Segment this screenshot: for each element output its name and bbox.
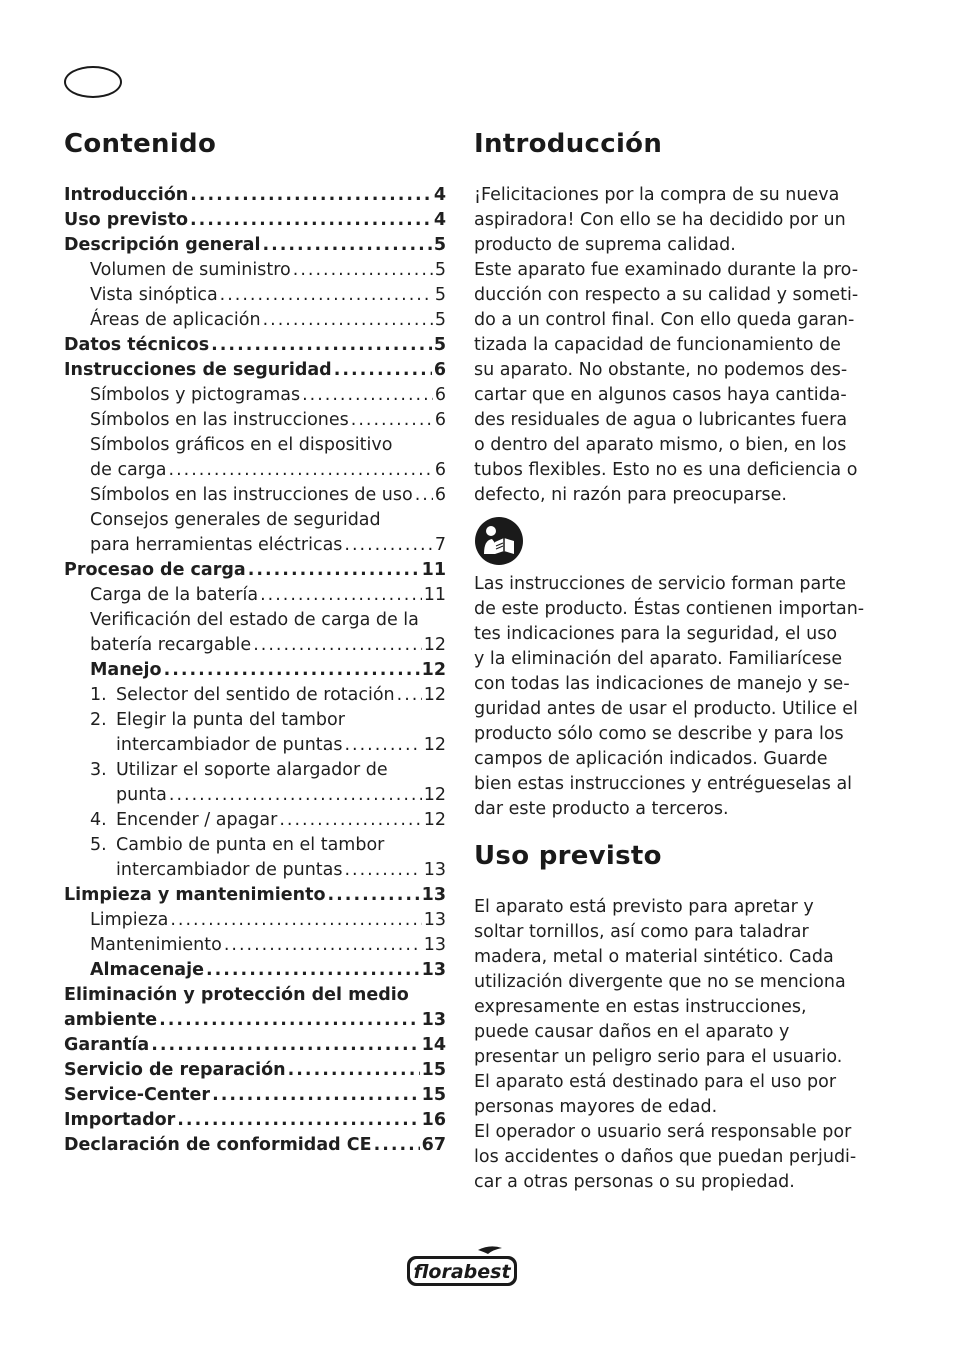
toc-entry: [64, 508, 446, 533]
toc-entry-page: 5: [434, 260, 446, 280]
toc-entry-label: [64, 983, 409, 1008]
toc-entry: [64, 933, 446, 958]
toc-leader-dots: [397, 683, 422, 708]
toc-entry-label: [90, 683, 395, 708]
toc-entry-label: [90, 383, 300, 408]
toc-entry: [64, 608, 446, 633]
toc-entry-label: [64, 1133, 372, 1158]
text-line: tes indicaciones para la seguridad, el uso: [474, 624, 838, 644]
toc-entry-label: [90, 583, 258, 608]
toc-entry-page: 13: [421, 1010, 446, 1030]
toc-entry-label: [90, 408, 349, 433]
toc-entry-page: 6: [434, 410, 446, 430]
toc-entry-number: 2.: [90, 710, 107, 730]
text-line: El operador o usuario será responsable por: [474, 1122, 852, 1142]
toc-entry-text: de carga: [90, 460, 167, 480]
toc-title: Contenido: [64, 129, 217, 159]
toc-entry-page: 15: [421, 1085, 446, 1105]
toc-entry-label: [90, 508, 381, 533]
toc-entry-text: Service-Center: [64, 1085, 211, 1105]
toc-entry-label: [90, 608, 419, 633]
toc-leader-dots: [263, 308, 433, 333]
uso-title: Uso previsto: [474, 841, 662, 871]
toc-entry-text: Descripción general: [64, 235, 261, 255]
toc-entry-text: Uso previsto: [64, 210, 188, 230]
toc-entry-page: 13: [423, 860, 446, 880]
toc-leader-dots: [170, 908, 421, 933]
toc-entry: [64, 808, 446, 833]
toc-entry-text: Utilizar el soporte alargador de: [116, 760, 388, 780]
toc-entry-text: Volumen de suministro: [90, 260, 291, 280]
toc-list: [64, 183, 446, 1158]
toc-entry-page: 6: [434, 460, 446, 480]
toc-entry-text: Consejos generales de seguridad: [90, 510, 381, 530]
toc-entry-text: Carga de la batería: [90, 585, 259, 605]
toc-entry-text: intercambiador de puntas: [116, 860, 343, 880]
toc-entry-page: 5: [433, 335, 446, 355]
toc-entry-label: [116, 733, 342, 758]
text-line: producto de suprema calidad.: [474, 235, 736, 255]
toc-entry: [64, 208, 446, 233]
text-line: do a un control final. Con ello queda garan-: [474, 310, 855, 330]
toc-entry-label: [64, 1033, 149, 1058]
text-line: ¡Felicitaciones por la compra de su nueva: [474, 185, 840, 205]
toc-entry-page: 12: [423, 685, 446, 705]
toc-entry-page: 15: [421, 1060, 446, 1080]
toc-entry-label: [116, 783, 167, 808]
toc-entry-label: [64, 233, 260, 258]
toc-entry-text: Símbolos gráficos en el dispositivo: [90, 435, 393, 455]
toc-entry-text: Manejo: [90, 660, 162, 680]
toc-column: [64, 124, 446, 1158]
text-line: con todas las indicaciones de manejo y se-: [474, 674, 850, 694]
toc-entry-text: Símbolos en las instrucciones de uso: [90, 485, 413, 505]
text-line: car a otras personas o su propiedad.: [474, 1172, 795, 1192]
toc-entry-label: [90, 458, 167, 483]
text-line: El aparato está previsto para apretar y: [474, 897, 814, 917]
toc-entry: [64, 1058, 446, 1083]
toc-entry-page: 11: [421, 560, 446, 580]
toc-entry-text: Declaración de conformidad CE: [64, 1135, 372, 1155]
toc-entry-label: [64, 333, 209, 358]
text-line: o dentro del aparato mismo, o bien, en los: [474, 435, 847, 455]
text-line: ducción con respecto a su calidad y someti-: [474, 285, 859, 305]
toc-entry-number: 3.: [90, 760, 107, 780]
toc-entry-text: para herramientas eléctricas: [90, 535, 343, 555]
toc-entry-text: intercambiador de puntas: [116, 735, 343, 755]
toc-entry-page: 12: [423, 735, 446, 755]
toc-leader-dots: [351, 408, 433, 433]
toc-leader-dots: [164, 658, 420, 683]
toc-entry: [64, 308, 446, 333]
toc-entry-label: [64, 558, 246, 583]
toc-leader-dots: [302, 383, 433, 408]
toc-leader-dots: [344, 733, 421, 758]
read-manual-icon: [474, 516, 524, 566]
toc-entry-text: Mantenimiento: [90, 935, 222, 955]
toc-entry-page: 67: [421, 1135, 446, 1155]
toc-leader-dots: [169, 783, 422, 808]
intro-paragraph-1: [474, 183, 874, 508]
toc-entry-label: [64, 1008, 157, 1033]
toc-leader-dots: [374, 1133, 420, 1158]
toc-entry: [64, 1083, 446, 1108]
toc-entry-page: 5: [434, 285, 446, 305]
toc-entry-label: [90, 908, 168, 933]
toc-entry-label: [64, 1058, 286, 1083]
toc-entry-text: Procesao de carga: [64, 560, 246, 580]
toc-entry-label: [90, 758, 388, 783]
uso-paragraph: [474, 895, 874, 1195]
text-line: bien estas instrucciones y entrégueselas al: [474, 774, 853, 794]
toc-entry-text: Limpieza: [90, 910, 169, 930]
toc-entry: [64, 283, 446, 308]
language-badge: [64, 66, 122, 98]
toc-entry: [64, 333, 446, 358]
toc-entry-page: 12: [423, 810, 446, 830]
toc-entry-label: [90, 433, 392, 458]
toc-entry-label: [90, 708, 345, 733]
toc-leader-dots: [169, 458, 433, 483]
toc-leader-dots: [344, 533, 432, 558]
toc-entry-text: Limpieza y mantenimiento: [64, 885, 326, 905]
toc-entry: [64, 358, 446, 383]
text-line: madera, metal o material sintético. Cada: [474, 947, 834, 967]
toc-entry-text: Encender / apagar: [116, 810, 278, 830]
toc-entry: [64, 758, 446, 783]
text-line: des residuales de agua o lubricantes fuera: [474, 410, 848, 430]
toc-entry-page: 13: [423, 935, 446, 955]
toc-entry: [64, 708, 446, 733]
toc-leader-dots: [206, 958, 420, 983]
toc-entry-label: [90, 533, 342, 558]
toc-entry-label: [90, 833, 384, 858]
text-line: producto sólo como se describe y para los: [474, 724, 844, 744]
toc-entry: [64, 383, 446, 408]
text-line: personas mayores de edad.: [474, 1097, 718, 1117]
toc-entry-page: 6: [434, 485, 446, 505]
toc-entry-page: 16: [421, 1110, 446, 1130]
toc-entry-page: 6: [434, 385, 446, 405]
toc-leader-dots: [334, 358, 432, 383]
toc-entry-label: [90, 633, 251, 658]
toc-entry-label: [116, 858, 342, 883]
toc-entry-label: [90, 308, 261, 333]
toc-entry-page: 12: [423, 785, 446, 805]
text-line: guridad antes de usar el producto. Utilice el: [474, 699, 858, 719]
toc-entry: [64, 433, 446, 458]
text-line: dar este producto a terceros.: [474, 799, 729, 819]
toc-entry-page: 12: [421, 660, 446, 680]
toc-entry: [64, 233, 446, 258]
toc-entry-text: Elegir la punta del tambor: [116, 710, 345, 730]
toc-entry-number: 5.: [90, 835, 107, 855]
text-line: y la eliminación del aparato. Familiarícese: [474, 649, 843, 669]
toc-entry-label: [90, 658, 162, 683]
toc-entry-page: 4: [433, 210, 446, 230]
text-line: tizada la capacidad de funcionamiento de: [474, 335, 841, 355]
toc-entry-text: Introducción: [64, 185, 189, 205]
toc-leader-dots: [262, 233, 431, 258]
toc-entry-label: [90, 483, 413, 508]
toc-entry: [64, 558, 446, 583]
toc-entry: [64, 783, 446, 808]
toc-entry-label: [64, 1108, 175, 1133]
toc-entry: [64, 733, 446, 758]
toc-entry-text: Almacenaje: [90, 960, 204, 980]
text-line: puede causar daños en el aparato y: [474, 1022, 790, 1042]
toc-entry: [64, 833, 446, 858]
toc-entry-label: [64, 358, 332, 383]
toc-entry: [64, 483, 446, 508]
text-line: campos de aplicación indicados. Guarde: [474, 749, 828, 769]
toc-entry-number: 1.: [90, 685, 107, 705]
toc-entry-page: 6: [433, 360, 446, 380]
toc-entry: [64, 908, 446, 933]
toc-entry-text: Selector del sentido de rotación: [116, 685, 395, 705]
toc-entry-page: 13: [421, 960, 446, 980]
toc-entry: [64, 458, 446, 483]
toc-leader-dots: [224, 933, 422, 958]
text-line: de este producto. Éstas contienen importan-: [474, 599, 865, 619]
toc-entry: [64, 583, 446, 608]
toc-entry-text: Vista sinóptica: [90, 285, 218, 305]
toc-leader-dots: [279, 808, 421, 833]
toc-entry-text: Símbolos en las instrucciones: [90, 410, 349, 430]
toc-leader-dots: [177, 1108, 419, 1133]
text-line: aspiradora! Con ello se ha decidido por un: [474, 210, 846, 230]
toc-entry: [64, 1133, 446, 1158]
text-line: cartar que en algunos casos haya cantida-: [474, 385, 847, 405]
toc-entry-number: 4.: [90, 810, 107, 830]
toc-entry-page: 13: [423, 910, 446, 930]
toc-entry-text: Áreas de aplicación: [90, 310, 261, 330]
toc-entry: [64, 1033, 446, 1058]
toc-leader-dots: [415, 483, 433, 508]
toc-entry: [64, 183, 446, 208]
toc-entry-text: Verificación del estado de carga de la: [90, 610, 419, 630]
florabest-logo: [404, 1244, 520, 1290]
toc-entry-label: [64, 1083, 210, 1108]
logo-text: florabest: [413, 1261, 511, 1283]
toc-entry-text: Cambio de punta en el tambor: [116, 835, 385, 855]
toc-entry: [64, 883, 446, 908]
toc-entry-label: [90, 258, 291, 283]
toc-entry-page: 11: [423, 585, 446, 605]
toc-leader-dots: [159, 1008, 420, 1033]
text-line: su aparato. No obstante, no podemos des-: [474, 360, 848, 380]
text-line: El aparato está destinado para el uso por: [474, 1072, 837, 1092]
toc-entry-label: [64, 183, 188, 208]
toc-entry-label: [90, 958, 204, 983]
toc-entry: [64, 633, 446, 658]
toc-entry-label: [64, 208, 188, 233]
toc-leader-dots: [328, 883, 420, 908]
toc-leader-dots: [211, 333, 432, 358]
toc-leader-dots: [293, 258, 433, 283]
toc-entry-page: 5: [433, 235, 446, 255]
toc-leader-dots: [212, 1083, 420, 1108]
text-line: Las instrucciones de servicio forman parte: [474, 574, 847, 594]
toc-leader-dots: [220, 283, 433, 308]
toc-leader-dots: [260, 583, 422, 608]
toc-leader-dots: [288, 1058, 420, 1083]
text-line: tubos flexibles. Esto no es una deficiencia o: [474, 460, 858, 480]
toc-entry: [64, 533, 446, 558]
toc-entry-label: [64, 883, 326, 908]
toc-entry-text: Eliminación y protección del medio: [64, 985, 409, 1005]
toc-leader-dots: [151, 1033, 419, 1058]
intro-paragraph-2: [474, 572, 874, 822]
toc-entry-label: [90, 933, 222, 958]
toc-entry-page: 4: [433, 185, 446, 205]
toc-entry-page: 13: [421, 885, 446, 905]
toc-entry-text: Importador: [64, 1110, 176, 1130]
toc-entry: [64, 958, 446, 983]
toc-entry-page: 14: [421, 1035, 446, 1055]
text-line: Este aparato fue examinado durante la pro-: [474, 260, 859, 280]
toc-entry-text: Instrucciones de seguridad: [64, 360, 332, 380]
toc-entry: [64, 1008, 446, 1033]
toc-leader-dots: [248, 558, 420, 583]
toc-entry-text: ambiente: [64, 1010, 158, 1030]
toc-entry-text: Garantía: [64, 1035, 150, 1055]
toc-entry: [64, 658, 446, 683]
text-line: utilización divergente que no se menciona: [474, 972, 846, 992]
toc-entry: [64, 408, 446, 433]
toc-entry-page: 5: [434, 310, 446, 330]
text-line: defecto, ni razón para preocuparse.: [474, 485, 787, 505]
toc-entry: [64, 258, 446, 283]
toc-entry: [64, 1108, 446, 1133]
toc-entry: [64, 858, 446, 883]
intro-title: Introducción: [474, 129, 663, 159]
toc-leader-dots: [190, 183, 432, 208]
toc-entry-label: [90, 808, 277, 833]
toc-entry-text: Símbolos y pictogramas: [90, 385, 301, 405]
toc-entry-page: 7: [434, 535, 446, 555]
toc-entry-text: Servicio de reparación: [64, 1060, 286, 1080]
toc-entry-label: [90, 283, 218, 308]
toc-leader-dots: [190, 208, 432, 233]
toc-entry-text: Datos técnicos: [64, 335, 210, 355]
toc-entry-text: punta: [116, 785, 167, 805]
text-line: los accidentes o daños que puedan perjudi-: [474, 1147, 857, 1167]
toc-entry-page: 12: [423, 635, 446, 655]
toc-leader-dots: [253, 633, 422, 658]
toc-leader-dots: [344, 858, 421, 883]
text-line: soltar tornillos, así como para taladrar: [474, 922, 809, 942]
content-column: [474, 124, 874, 1195]
text-line: presentar un peligro serio para el usuario.: [474, 1047, 843, 1067]
text-line: expresamente en estas instrucciones,: [474, 997, 807, 1017]
toc-entry: [64, 983, 446, 1008]
toc-entry: [64, 683, 446, 708]
toc-entry-text: batería recargable: [90, 635, 252, 655]
